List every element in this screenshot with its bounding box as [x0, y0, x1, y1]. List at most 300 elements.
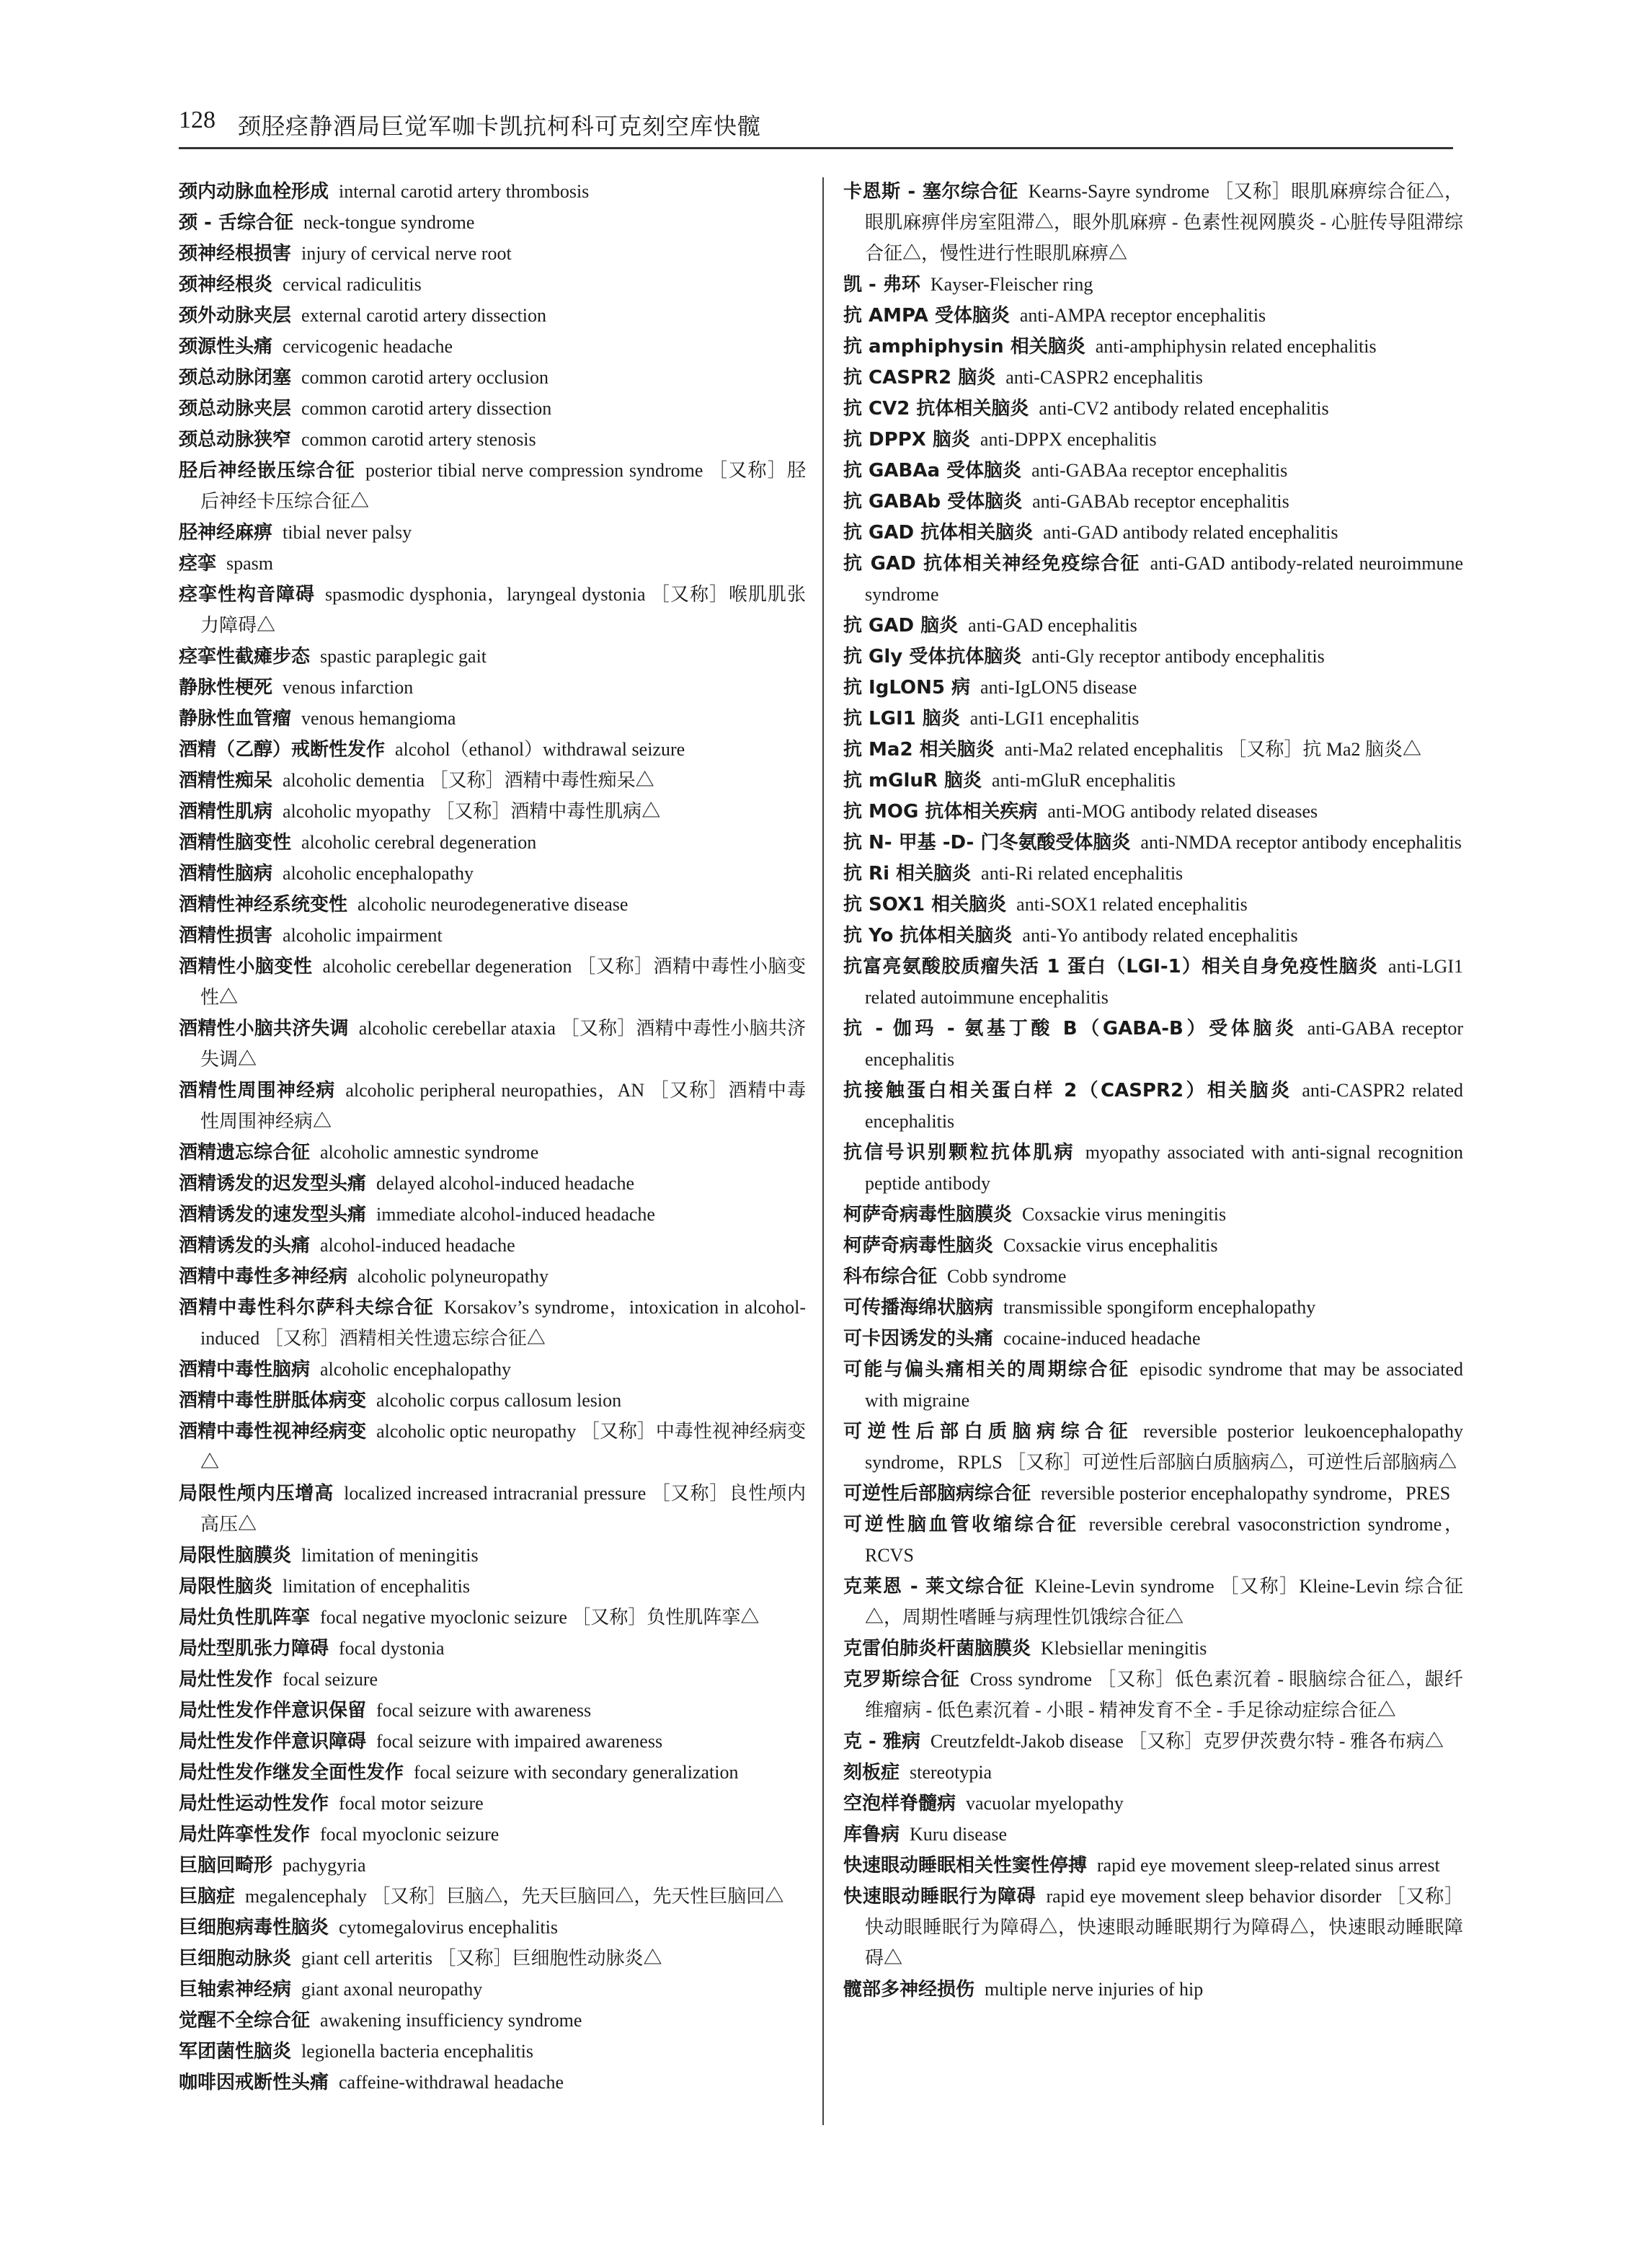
term-chinese: 抗 CV2 抗体相关脑炎: [843, 398, 1029, 420]
term-english: common carotid artery stenosis: [301, 429, 536, 450]
term-entry: [843, 765, 1463, 796]
term-chinese: 快速眼动睡眠行为障碍: [843, 1886, 1036, 1907]
term-entry: [179, 331, 806, 362]
term-chinese: 酒精性神经系统变性: [179, 894, 348, 916]
term-entry: [843, 548, 1463, 610]
term-chinese: 髋部多神经损伤: [843, 1979, 975, 2000]
term-entry: [843, 1571, 1463, 1633]
term-english: alcoholic cerebellar degeneration ［又称］酒精中毒性小脑变性△: [200, 956, 806, 1008]
term-entry: [179, 672, 806, 703]
term-entry: [179, 765, 806, 796]
term-chinese: 局限性脑膜炎: [179, 1545, 292, 1566]
term-chinese: 局灶性运动性发作: [179, 1793, 329, 1814]
term-chinese: 酒精诱发的头痛: [179, 1235, 311, 1256]
term-chinese: 抗 - 伽玛 - 氨基丁酸 B（GABA-B）受体脑炎: [843, 1018, 1297, 1040]
term-english: venous infarction: [283, 677, 414, 698]
term-chinese: 觉醒不全综合征: [179, 2010, 311, 2031]
term-chinese: 局灶性发作伴意识保留: [179, 1700, 367, 1721]
term-entry: [179, 1199, 806, 1230]
term-chinese: 抗 N- 甲基 -D- 门冬氨酸受体脑炎: [843, 832, 1131, 854]
term-english: common carotid artery occlusion: [301, 367, 549, 388]
term-english: cervicogenic headache: [283, 336, 453, 357]
term-entry: [179, 1354, 806, 1385]
term-entry: [179, 1974, 806, 2005]
term-entry: [843, 641, 1463, 672]
term-chinese: 局灶性发作继发全面性发作: [179, 1762, 404, 1783]
term-chinese: 酒精（乙醇）戒断性发作: [179, 739, 386, 761]
term-entry: [179, 1695, 806, 1726]
term-chinese: 克 - 雅病: [843, 1731, 920, 1752]
page-header: [179, 107, 1453, 147]
term-entry: [179, 1602, 806, 1633]
term-english: focal seizure with awareness: [376, 1700, 592, 1721]
term-entry: [179, 920, 806, 951]
term-entry: [843, 1478, 1463, 1509]
term-english: transmissible spongiform encephalopathy: [1003, 1297, 1316, 1318]
term-entry: [843, 1416, 1463, 1478]
term-chinese: 抗 LGI1 脑炎: [843, 708, 960, 730]
term-english: anti-CASPR2 related encephalitis: [865, 1080, 1463, 1132]
term-english: anti-LGI1 related autoimmune encephalitis: [865, 956, 1463, 1008]
term-chinese: 痉挛性构音障碍: [179, 584, 316, 606]
term-english: rapid eye movement sleep-related sinus arrest: [1097, 1855, 1440, 1876]
term-entry: [179, 1571, 806, 1602]
term-entry: [843, 1726, 1463, 1757]
term-entry: [843, 176, 1463, 269]
column-divider: [822, 177, 824, 2125]
term-english: alcoholic corpus callosum lesion: [376, 1390, 622, 1411]
term-chinese: 抗 AMPA 受体脑炎: [843, 305, 1010, 327]
term-entry: [179, 1230, 806, 1261]
term-english: giant axonal neuropathy: [301, 1979, 483, 2000]
term-chinese: 颈总动脉夹层: [179, 398, 292, 420]
term-chinese: 抗 GAD 抗体相关神经免疫综合征: [843, 553, 1140, 575]
term-entry: [843, 331, 1463, 362]
term-chinese: 抗信号识别颗粒抗体肌病: [843, 1142, 1075, 1163]
term-chinese: 静脉性血管瘤: [179, 708, 292, 730]
term-chinese: 胫后神经嵌压综合征: [179, 460, 355, 482]
term-english: Kleine-Levin syndrome ［又称］Kleine-Levin 综合征△，周期性嗜睡与病理性饥饿综合征△: [865, 1576, 1463, 1628]
term-entry: [843, 1354, 1463, 1416]
term-entry: [179, 641, 806, 672]
term-chinese: 抗 GABAa 受体脑炎: [843, 460, 1022, 482]
term-english: reversible cerebral vasoconstriction syndrome，RCVS: [865, 1514, 1463, 1566]
term-chinese: 酒精中毒性胼胝体病变: [179, 1390, 367, 1411]
term-english: caffeine-withdrawal headache: [339, 2072, 564, 2093]
term-entry: [179, 176, 806, 207]
term-chinese: 酒精性脑变性: [179, 832, 292, 854]
term-chinese: 抗 Yo 抗体相关脑炎: [843, 925, 1013, 947]
term-chinese: 抗 GABAb 受体脑炎: [843, 491, 1023, 513]
term-english: focal motor seizure: [339, 1793, 484, 1814]
term-chinese: 抗 MOG 抗体相关疾病: [843, 801, 1038, 823]
term-entry: [179, 362, 806, 393]
term-chinese: 抗 Ri 相关脑炎: [843, 863, 972, 885]
term-chinese: 抗 GAD 脑炎: [843, 615, 959, 637]
term-english: alcoholic dementia ［又称］酒精中毒性痴呆△: [283, 770, 654, 791]
term-entry: [843, 517, 1463, 548]
term-entry: [179, 1850, 806, 1881]
term-english: Klebsiellar meningitis: [1041, 1638, 1207, 1659]
term-entry: [179, 1819, 806, 1850]
term-entry: [843, 734, 1463, 765]
term-entry: [843, 269, 1463, 300]
term-entry: [179, 300, 806, 331]
term-english: Kayser-Fleischer ring: [930, 274, 1093, 295]
term-english: anti-MOG antibody related diseases: [1047, 801, 1318, 822]
term-english: focal seizure: [283, 1669, 378, 1690]
term-english: focal seizure with impaired awareness: [376, 1731, 663, 1752]
term-chinese: 巨细胞动脉炎: [179, 1948, 292, 1969]
term-english: alcoholic encephalopathy: [283, 863, 474, 884]
term-english: anti-Gly receptor antibody encephalitis: [1031, 646, 1325, 667]
term-chinese: 局限性颅内压增高: [179, 1483, 334, 1504]
term-english: focal dystonia: [339, 1638, 445, 1659]
term-english: anti-GAD antibody related encephalitis: [1043, 522, 1338, 543]
term-entry: [179, 2067, 806, 2098]
term-english: anti-AMPA receptor encephalitis: [1019, 305, 1266, 326]
term-chinese: 抗富亮氨酸胶质瘤失活 1 蛋白（LGI-1）相关自身免疫性脑炎: [843, 956, 1379, 978]
term-english: multiple nerve injuries of hip: [985, 1979, 1204, 2000]
term-chinese: 凯 - 弗环: [843, 274, 920, 296]
term-english: venous hemangioma: [301, 708, 456, 729]
term-chinese: 军团菌性脑炎: [179, 2041, 292, 2062]
term-english: episodic syndrome that may be associated with migraine: [865, 1359, 1463, 1411]
term-chinese: 巨轴索神经病: [179, 1979, 292, 2000]
term-chinese: 抗 amphiphysin 相关脑炎: [843, 336, 1085, 358]
term-chinese: 柯萨奇病毒性脑炎: [843, 1235, 994, 1256]
term-chinese: 静脉性梗死: [179, 677, 273, 699]
term-entry: [179, 1912, 806, 1943]
term-english: Cross syndrome ［又称］低色素沉着 - 眼脑综合征△，龈纤维瘤病 - 低色素沉着 - 小眼 - 精神发育不全 - 手足徐动症综合征△: [865, 1669, 1463, 1721]
term-entry: [179, 207, 806, 238]
term-chinese: 酒精性小脑变性: [179, 956, 313, 978]
term-english: limitation of meningitis: [301, 1545, 479, 1566]
term-chinese: 可卡因诱发的头痛: [843, 1328, 994, 1349]
term-chinese: 酒精性痴呆: [179, 770, 273, 792]
term-entry: [843, 1199, 1463, 1230]
term-entry: [843, 1509, 1463, 1571]
term-chinese: 酒精性周围神经病: [179, 1080, 336, 1102]
term-chinese: 可逆性后部脑病综合征: [843, 1483, 1031, 1504]
term-entry: [843, 672, 1463, 703]
term-chinese: 刻板症: [843, 1762, 900, 1783]
term-entry: [179, 1261, 806, 1292]
term-english: common carotid artery dissection: [301, 398, 552, 419]
term-chinese: 酒精中毒性科尔萨科夫综合征: [179, 1297, 434, 1318]
term-english: stereotypia: [910, 1762, 992, 1783]
term-english: awakening insufficiency syndrome: [320, 2010, 582, 2031]
term-english: Cobb syndrome: [947, 1266, 1067, 1287]
term-entry: [843, 889, 1463, 920]
term-entry: [179, 238, 806, 269]
term-english: anti-Ri related encephalitis: [981, 863, 1184, 884]
term-entry: [843, 920, 1463, 951]
term-entry: [843, 1075, 1463, 1137]
term-chinese: 酒精中毒性脑病: [179, 1359, 311, 1380]
term-english: Creutzfeldt-Jakob disease ［又称］克罗伊茨费尔特 - 雅各布病△: [930, 1731, 1444, 1752]
term-entry: [843, 424, 1463, 455]
term-chinese: 可逆性脑血管收缩综合征: [843, 1514, 1079, 1535]
term-english: alcohol-induced headache: [320, 1235, 515, 1256]
term-entry: [179, 703, 806, 734]
term-chinese: 克雷伯肺炎杆菌脑膜炎: [843, 1638, 1031, 1659]
term-english: pachygyria: [283, 1855, 366, 1876]
term-english: focal myoclonic seizure: [320, 1824, 499, 1845]
term-entry: [843, 827, 1463, 858]
term-english: anti-GAD antibody-related neuroimmune syndrome: [865, 553, 1463, 605]
term-english: vacuolar myelopathy: [966, 1793, 1124, 1814]
term-chinese: 抗 CASPR2 脑炎: [843, 367, 996, 389]
term-english: anti-GABA receptor encephalitis: [865, 1018, 1463, 1070]
term-english: anti-amphiphysin related encephalitis: [1095, 336, 1377, 357]
term-english: anti-NMDA receptor antibody encephalitis: [1140, 832, 1462, 853]
term-entry: [843, 393, 1463, 424]
term-entry: [179, 1075, 806, 1137]
term-entry: [843, 300, 1463, 331]
term-chinese: 颈内动脉血栓形成: [179, 181, 329, 203]
term-entry: [843, 858, 1463, 889]
term-english: cervical radiculitis: [283, 274, 422, 295]
term-english: delayed alcohol-induced headache: [376, 1173, 635, 1194]
term-english: spasmodic dysphonia，laryngeal dystonia ［又称］喉肌肌张力障碍△: [200, 584, 806, 636]
term-english: anti-DPPX encephalitis: [980, 429, 1157, 450]
term-entry: [843, 1850, 1463, 1881]
term-chinese: 咖啡因戒断性头痛: [179, 2072, 329, 2093]
term-entry: [843, 1137, 1463, 1199]
header-rule: [179, 147, 1453, 149]
term-entry: [179, 951, 806, 1013]
term-chinese: 抗 Gly 受体抗体脑炎: [843, 646, 1022, 668]
term-english: alcoholic cerebellar ataxia ［又称］酒精中毒性小脑共济失调△: [200, 1018, 806, 1070]
term-entry: [179, 1788, 806, 1819]
term-entry: [179, 579, 806, 641]
term-entry: [179, 393, 806, 424]
term-chinese: 巨脑症: [179, 1886, 236, 1907]
term-english: anti-GABAb receptor encephalitis: [1032, 491, 1289, 512]
term-english: limitation of encephalitis: [283, 1576, 470, 1597]
term-english: anti-Ma2 related encephalitis ［又称］抗 Ma2 脑炎△: [1004, 739, 1421, 760]
term-english: immediate alcohol-induced headache: [376, 1204, 655, 1225]
term-entry: [179, 1292, 806, 1354]
term-english: Coxsackie virus encephalitis: [1003, 1235, 1218, 1256]
term-entry: [179, 1385, 806, 1416]
term-chinese: 酒精性脑病: [179, 863, 273, 885]
term-chinese: 酒精性损害: [179, 925, 273, 947]
term-english: reversible posterior encephalopathy syndrome，PRES: [1041, 1483, 1451, 1504]
term-chinese: 空泡样脊髓病: [843, 1793, 956, 1814]
term-chinese: 科布综合征: [843, 1266, 938, 1287]
term-english: alcoholic amnestic syndrome: [320, 1142, 539, 1163]
term-english: tibial never palsy: [283, 522, 412, 543]
term-chinese: 抗 DPPX 脑炎: [843, 429, 970, 451]
term-english: alcoholic myopathy ［又称］酒精中毒性肌病△: [283, 801, 661, 822]
term-chinese: 局灶型肌张力障碍: [179, 1638, 329, 1659]
term-chinese: 颈神经根损害: [179, 243, 292, 265]
term-english: megalencephaly ［又称］巨脑△，先天巨脑回△，先天性巨脑回△: [245, 1886, 784, 1907]
term-chinese: 酒精性肌病: [179, 801, 273, 823]
term-chinese: 酒精遗忘综合征: [179, 1142, 311, 1163]
term-english: Kuru disease: [910, 1824, 1008, 1845]
term-english: anti-CASPR2 encephalitis: [1005, 367, 1203, 388]
term-entry: [843, 1819, 1463, 1850]
term-english: alcoholic peripheral neuropathies，AN ［又称］酒精中毒性周围神经病△: [200, 1080, 806, 1132]
term-entry: [843, 1323, 1463, 1354]
term-chinese: 抗 IgLON5 病: [843, 677, 970, 699]
term-chinese: 抗接触蛋白相关蛋白样 2（CASPR2）相关脑炎: [843, 1080, 1292, 1102]
term-english: alcoholic cerebral degeneration: [301, 832, 537, 853]
term-english: alcohol（ethanol）withdrawal seizure: [395, 739, 685, 760]
term-chinese: 颈源性头痛: [179, 336, 273, 358]
term-entry: [843, 1788, 1463, 1819]
term-entry: [179, 517, 806, 548]
term-entry: [179, 1137, 806, 1168]
term-entry: [179, 796, 806, 827]
term-entry: [843, 1292, 1463, 1323]
term-english: Kearns-Sayre syndrome ［又称］眼肌麻痹综合征△，眼肌麻痹伴房室阻滞△，眼外肌麻痹 - 色素性视网膜炎 - 心脏传导阻滞综合征△，慢性进行性眼肌麻痹△: [865, 181, 1463, 264]
term-english: reversible posterior leukoencephalopathy syndrome，RPLS ［又称］可逆性后部脑白质脑病△，可逆性后部脑病△: [865, 1421, 1463, 1473]
term-english: anti-GAD encephalitis: [968, 615, 1137, 636]
running-title: 颈胫痉静酒局巨觉军咖卡凯抗柯科可克刻空库快髋: [238, 112, 762, 140]
term-entry: [179, 1168, 806, 1199]
term-english: external carotid artery dissection: [301, 305, 547, 326]
term-entry: [179, 1881, 806, 1912]
term-english: injury of cervical nerve root: [301, 243, 512, 264]
term-english: cytomegalovirus encephalitis: [339, 1917, 558, 1938]
term-chinese: 酒精诱发的迟发型头痛: [179, 1173, 367, 1194]
term-english: rapid eye movement sleep behavior disorder ［又称］快动眼睡眠行为障碍△，快速眼动睡眠期行为障碍△，快速眼动睡眠障碍△: [865, 1886, 1463, 1969]
term-entry: [179, 858, 806, 889]
term-english: myopathy associated with anti-signal recognition peptide antibody: [865, 1142, 1463, 1194]
term-chinese: 痉挛: [179, 553, 217, 575]
term-chinese: 抗 GAD 抗体相关脑炎: [843, 522, 1034, 544]
term-entry: [843, 951, 1463, 1013]
term-entry: [843, 362, 1463, 393]
term-chinese: 局灶负性肌阵挛: [179, 1607, 311, 1628]
term-chinese: 克罗斯综合征: [843, 1669, 960, 1690]
term-chinese: 颈外动脉夹层: [179, 305, 292, 327]
term-entry: [843, 1261, 1463, 1292]
term-chinese: 局灶阵挛性发作: [179, 1824, 311, 1845]
term-entry: [179, 1726, 806, 1757]
term-chinese: 可逆性后部白质脑病综合征: [843, 1421, 1134, 1442]
term-entry: [843, 1230, 1463, 1261]
term-english: neck-tongue syndrome: [303, 212, 475, 233]
term-entry: [179, 827, 806, 858]
term-entry: [179, 734, 806, 765]
term-entry: [179, 548, 806, 579]
term-entry: [179, 455, 806, 517]
term-entry: [843, 486, 1463, 517]
term-english: alcoholic neurodegenerative disease: [358, 894, 629, 915]
term-english: giant cell arteritis ［又称］巨细胞性动脉炎△: [301, 1948, 662, 1969]
term-chinese: 局灶性发作: [179, 1669, 273, 1690]
term-entry: [179, 1478, 806, 1540]
term-entry: [179, 424, 806, 455]
term-entry: [843, 796, 1463, 827]
term-chinese: 巨脑回畸形: [179, 1855, 273, 1876]
term-english: anti-GABAa receptor encephalitis: [1031, 460, 1288, 481]
term-english: spastic paraplegic gait: [320, 646, 487, 667]
term-english: alcoholic optic neuropathy ［又称］中毒性视神经病变△: [200, 1421, 806, 1473]
term-english: Coxsackie virus meningitis: [1022, 1204, 1227, 1225]
term-english: cocaine-induced headache: [1003, 1328, 1201, 1349]
term-chinese: 局限性脑炎: [179, 1576, 273, 1597]
term-english: alcoholic encephalopathy: [320, 1359, 511, 1380]
term-entry: [179, 1013, 806, 1075]
term-chinese: 颈总动脉闭塞: [179, 367, 292, 389]
term-entry: [179, 1416, 806, 1478]
term-english: legionella bacteria encephalitis: [301, 2041, 533, 2062]
page-number: 128: [179, 107, 216, 133]
term-entry: [843, 1664, 1463, 1726]
term-entry: [843, 1633, 1463, 1664]
term-chinese: 可传播海绵状脑病: [843, 1297, 994, 1318]
right-column: [843, 176, 1463, 2005]
term-english: spasm: [226, 553, 274, 574]
term-english: anti-LGI1 encephalitis: [969, 708, 1140, 729]
term-chinese: 酒精中毒性视神经病变: [179, 1421, 367, 1442]
term-english: anti-Yo antibody related encephalitis: [1022, 925, 1298, 946]
term-chinese: 酒精性小脑共济失调: [179, 1018, 349, 1040]
term-chinese: 快速眼动睡眠相关性窦性停搏: [843, 1855, 1088, 1876]
term-entry: [843, 703, 1463, 734]
term-english: alcoholic impairment: [283, 925, 443, 946]
term-entry: [179, 2005, 806, 2036]
term-chinese: 库鲁病: [843, 1824, 900, 1845]
term-entry: [179, 1540, 806, 1571]
term-entry: [843, 1974, 1463, 2005]
term-entry: [179, 1757, 806, 1788]
term-entry: [843, 610, 1463, 641]
term-english: Korsakov’s syndrome，intoxication in alcohol-induced ［又称］酒精相关性遗忘综合征△: [200, 1297, 806, 1349]
term-english: anti-CV2 antibody related encephalitis: [1039, 398, 1329, 419]
term-chinese: 酒精诱发的速发型头痛: [179, 1204, 367, 1225]
term-english: internal carotid artery thrombosis: [339, 181, 590, 202]
term-english: focal seizure with secondary generalization: [414, 1762, 739, 1783]
term-chinese: 抗 SOX1 相关脑炎: [843, 894, 1007, 916]
term-chinese: 颈总动脉狭窄: [179, 429, 292, 451]
term-entry: [179, 1633, 806, 1664]
term-entry: [843, 1757, 1463, 1788]
term-english: anti-mGluR encephalitis: [991, 770, 1176, 791]
term-chinese: 颈 - 舌综合征: [179, 212, 293, 234]
term-english: localized increased intracranial pressure ［又称］良性颅内高压△: [200, 1483, 806, 1535]
term-english: focal negative myoclonic seizure ［又称］负性肌阵挛△: [320, 1607, 760, 1628]
term-chinese: 抗 mGluR 脑炎: [843, 770, 982, 792]
term-entry: [179, 1664, 806, 1695]
term-chinese: 抗 Ma2 相关脑炎: [843, 739, 995, 761]
term-chinese: 颈神经根炎: [179, 274, 273, 296]
term-chinese: 可能与偏头痛相关的周期综合征: [843, 1359, 1130, 1380]
term-chinese: 巨细胞病毒性脑炎: [179, 1917, 329, 1938]
term-chinese: 克莱恩 - 莱文综合征: [843, 1576, 1025, 1597]
term-english: alcoholic polyneuropathy: [358, 1266, 549, 1287]
term-entry: [179, 269, 806, 300]
term-entry: [843, 455, 1463, 486]
term-english: anti-IgLON5 disease: [980, 677, 1137, 698]
term-english: posterior tibial nerve compression syndrome ［又称］胫后神经卡压综合征△: [200, 460, 806, 512]
term-entry: [179, 2036, 806, 2067]
term-entry: [179, 889, 806, 920]
term-chinese: 痉挛性截瘫步态: [179, 646, 311, 668]
term-english: anti-SOX1 related encephalitis: [1016, 894, 1248, 915]
term-entry: [843, 1881, 1463, 1974]
left-column: [179, 176, 806, 2098]
term-entry: [843, 1013, 1463, 1075]
term-entry: [179, 1943, 806, 1974]
term-chinese: 酒精中毒性多神经病: [179, 1266, 348, 1287]
